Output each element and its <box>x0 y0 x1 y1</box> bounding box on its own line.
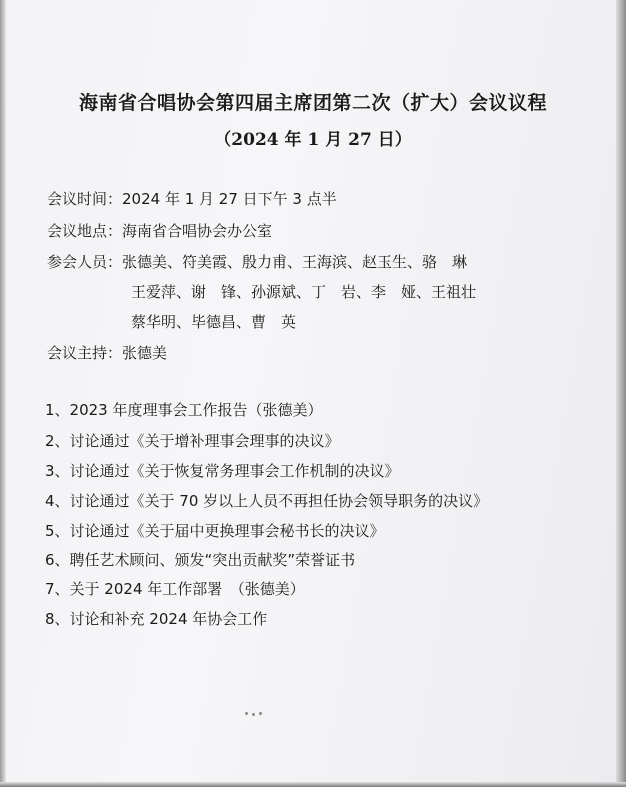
document-date-line: （2024 年 1 月 27 日） <box>214 130 412 150</box>
info-row-location <box>47 220 272 241</box>
info-value-time: 2024 年 1 月 27 日下午 3 点半 <box>122 190 337 208</box>
paper-speck <box>245 712 263 716</box>
agenda-item: 5、讨论通过《关于届中更换理事会秘书长的决议》 <box>45 522 385 540</box>
info-value-attendees-line-1: 张德美、符美霞、殷力甫、王海滨、赵玉生、骆 琳 <box>122 253 468 271</box>
agenda-item: 7、关于 2024 年工作部署 （张德美） <box>45 580 305 598</box>
agenda-item: 4、讨论通过《关于 70 岁以上人员不再担任协会领导职务的决议》 <box>45 492 489 510</box>
agenda-item: 6、聘任艺术顾问、颁发“突出贡献奖”荣誉证书 <box>45 551 356 569</box>
info-row-host <box>47 342 167 363</box>
info-label-attendees: 参会人员： <box>47 253 123 271</box>
info-row-attendees <box>47 251 467 272</box>
info-value-location: 海南省合唱协会办公室 <box>122 222 273 240</box>
agenda-item: 3、讨论通过《关于恢复常务理事会工作机制的决议》 <box>45 462 400 480</box>
paper-edge-left <box>0 0 6 787</box>
paper-edge-bottom <box>0 782 626 787</box>
info-value-attendees-line-3: 蔡华明、毕德昌、曹 英 <box>131 313 297 331</box>
agenda-item: 1、2023 年度理事会工作报告（张德美） <box>45 401 323 419</box>
info-label-location: 会议地点： <box>47 222 123 240</box>
info-label-time: 会议时间： <box>47 190 123 208</box>
info-value-attendees-line-2: 王爱萍、谢 锋、孙源斌、丁 岩、李 娅、王祖壮 <box>131 283 477 301</box>
paper-edge-right <box>616 0 626 787</box>
agenda-item: 2、讨论通过《关于增补理事会理事的决议》 <box>45 432 340 450</box>
info-value-host: 张德美 <box>122 344 168 362</box>
document-title: 海南省合唱协会第四届主席团第二次（扩大）会议议程 <box>78 92 547 114</box>
info-row-time <box>47 188 337 209</box>
agenda-item: 8、讨论和补充 2024 年协会工作 <box>45 610 268 628</box>
info-label-host: 会议主持： <box>47 344 123 362</box>
